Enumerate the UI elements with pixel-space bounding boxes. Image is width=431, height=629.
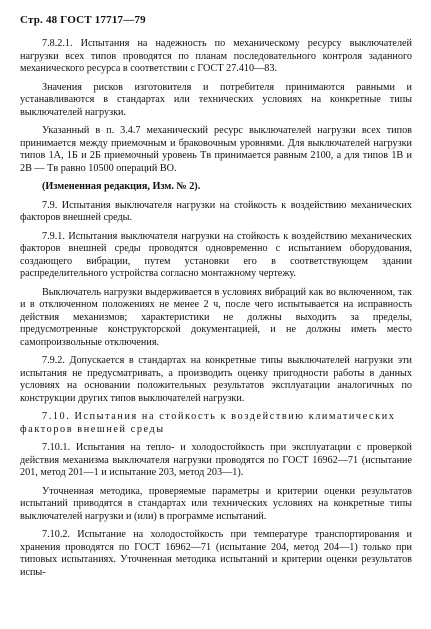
paragraph: 7.9.1. Испытания выключателя нагрузки на стойкость к воздействию механических факторов внешней среды проводятся одновременно с испытанием оборудования, создающего вибрации, путем установки его в соответствующем здании распределительного устройства согласно монтажному чертежу. — [20, 230, 412, 279]
paragraph: 7.10. Испытания на стойкость к воздействию климатических факторов внешней среды — [20, 411, 396, 435]
paragraph: Уточненная методика, проверяемые параметры и критерии оценки результатов испытаний приводятся в стандартах или технических условиях на конкретные типы выключателей нагрузки и (или) в программе испытаний. — [20, 485, 412, 522]
paragraph: 7.10.1. Испытания на тепло- и холодостойкость при эксплуатации с проверкой действия механизма выключателя нагрузки проводятся по ГОСТ 16962—71 (испытание 201, метод 201—1 и испытание 203, метод 203—1). — [20, 442, 412, 478]
document-body — [20, 38, 412, 585]
paragraph: 7.8.2.1. Испытания на надежность по механическому ресурсу выключателей нагрузки всех типов проводятся по планам последовательного контроля заданного механического ресурса в соответствии с ГОСТ 27.410—83. — [20, 38, 412, 74]
paragraph: Значения рисков изготовителя и потребителя принимаются равными и устанавливаются в стандартах или технических условиях на конкретные типы выключателей нагрузки. — [20, 81, 412, 118]
paragraph: 7.10.2. Испытание на холодостойкость при температуре транспортирования и хранения проводятся по ГОСТ 16962—71 (испытание 204, метод 204—1) только при типовых испытаниях. Уточненная методика испытаний и критерии оценки результатов испы- — [20, 529, 412, 578]
paragraph: (Измененная редакция, Изм. № 2). — [42, 181, 201, 192]
paragraph: 7.9.2. Допускается в стандартах на конкретные типы выключателей нагрузки эти испытания не предусматривать, а производить оценку пригодности работы в данных условиях на основании положительных результатов эксплуатации аналогичных по конструкции других типов выключателей нагрузки. — [20, 355, 412, 404]
paragraph: Указанный в п. 3.4.7 механический ресурс выключателей нагрузки всех типов принимается между приемочным и браковочным уровнями. Для выключателей нагрузки типов 1А, 1Б и 2Б приемочный уровень Tв принимается равным 2100, а для типов 1В и 2В — Tв равно 10500 операций ВО. — [20, 125, 412, 174]
paragraph: 7.9. Испытания выключателя нагрузки на стойкость к воздействию механических факторов внешней среды. — [20, 199, 412, 223]
page-header: Стр. 48 ГОСТ 17717—79 — [20, 14, 146, 26]
paragraph: Выключатель нагрузки выдерживается в условиях вибраций как во включенном, так и в отключенном положениях не менее 2 ч, после чего испытывается на исправность действия механизмов; характеристики не должны выходить за пределы, предусмотренные конструкторской документацией, и не должны иметь место самопроизвольные отключения. — [20, 286, 412, 348]
